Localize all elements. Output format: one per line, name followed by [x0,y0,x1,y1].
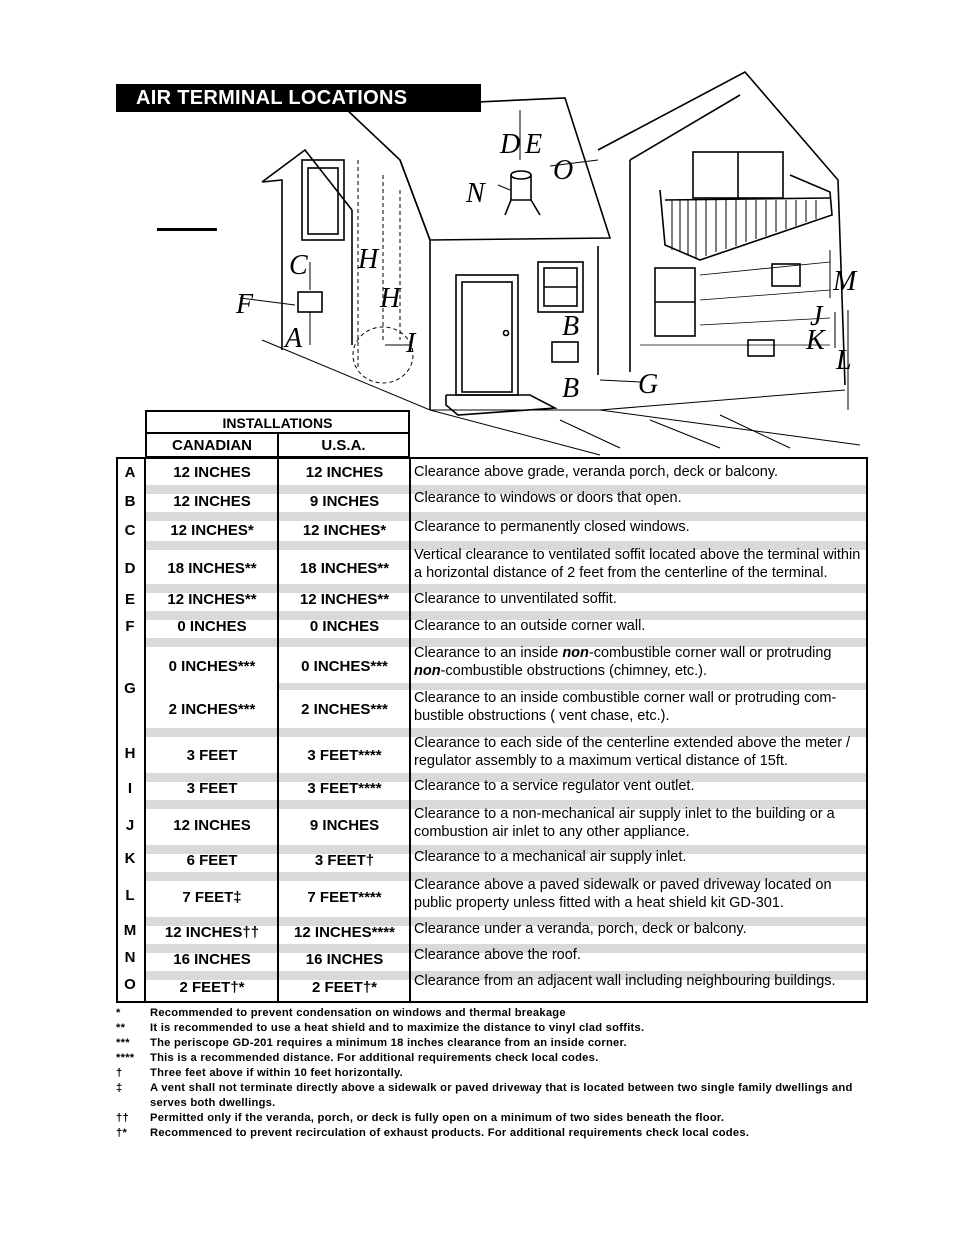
canadian-value: 6 FEET [186,851,238,869]
clearance-description: Clearance to permanently closed windows. [414,518,690,535]
diagram-label: B [562,373,580,404]
canadian-value: 12 INCHES†† [164,923,260,941]
usa-value: 3 FEET**** [307,779,382,797]
clearance-description: Vertical clearance to ventilated soffit located above the terminal within a horizontal distance of 2 feet from the centerline of the terminal. [414,546,861,581]
clearance-table [116,457,868,1003]
row-letter: J [125,816,135,834]
usa-value: 7 FEET**** [307,888,382,906]
diagram-label: H [358,244,379,275]
clearance-description: Clearance under a veranda, porch, deck or balcony. [414,920,747,937]
row-letter: E [124,590,135,608]
row-letter: C [124,521,136,539]
usa-column-header: U.S.A. [277,432,410,458]
footnotes [116,1006,868,1141]
usa-value: 12 INCHES**** [294,923,395,941]
clearance-description: Clearance to unventilated soffit. [414,590,617,607]
row-letter: G [124,679,136,697]
usa-value: 0 INCHES [309,617,380,635]
row-letter: M [123,921,137,939]
diagram-label: O [553,155,574,186]
usa-value: 0 INCHES*** [301,657,388,675]
canadian-value: 0 INCHES [177,617,247,635]
canadian-value: 7 FEET‡ [182,888,242,906]
footnote: * Recommended to prevent condensation on windows and thermal breakage [116,1007,566,1019]
footnote: †† Permitted only if the veranda, porch, or deck is fully open on a minimum of two sides beneath the floor. [116,1112,725,1124]
canadian-value: 12 INCHES [173,816,251,834]
canadian-value: 16 INCHES [173,950,251,968]
footnote: ** It is recommended to use a heat shield and to maximize the distance to vinyl clad soffits. [116,1022,645,1034]
row-letter: F [125,617,135,635]
usa-value: 18 INCHES** [299,559,390,577]
footnote: † Three feet above if within 10 feet horizontally. [116,1067,403,1079]
row-letter: A [124,463,136,481]
canadian-value: 3 FEET [186,746,238,764]
canadian-value: 12 INCHES [173,492,251,510]
usa-value: 12 INCHES* [302,521,387,539]
diagram-label: L [836,345,852,376]
clearance-description: Clearance to an inside combustible corner wall or protruding com-bustible obstructions ( vent chase, etc.). [414,689,837,724]
row-letter: O [124,975,136,993]
diagram-label: G [638,369,659,400]
clearance-description: Clearance above a paved sidewalk or paved driveway located on public property unless fitted with a heat shield kit GD-301. [414,876,832,911]
clearance-description: Clearance above grade, veranda porch, deck or balcony. [414,463,779,480]
clearance-description: Clearance to a service regulator vent outlet. [414,777,695,794]
diagram-label: N [466,178,485,209]
clearance-description: Clearance above the roof. [414,946,581,963]
clearance-description: Clearance to windows or doors that open. [414,489,682,506]
diagram-label: M [833,266,857,297]
footnote: ‡ A vent shall not terminate directly above a sidewalk or paved driveway that is located between two single family dwellings and serves both dwellings. [116,1082,853,1109]
footnote: **** This is a recommended distance. For additional requirements check local codes. [116,1052,599,1064]
usa-value: 2 FEET†* [311,978,378,996]
canadian-value: 12 INCHES* [170,521,254,539]
diagram-label: D [500,129,521,160]
canadian-value: 3 FEET [186,779,238,797]
usa-value: 12 INCHES [305,463,384,481]
row-letter: H [124,744,136,762]
row-letter: N [124,948,136,966]
row-letter: B [124,492,136,510]
installations-header: INSTALLATIONS [145,410,410,434]
usa-value: 12 INCHES** [299,590,390,608]
canadian-value: 2 FEET†* [179,978,245,996]
diagram-label: E [525,129,543,160]
canadian-value: 12 INCHES** [167,590,257,608]
diagram-label: C [289,250,308,281]
canadian-value: 2 INCHES*** [168,700,256,718]
row-letter: I [127,779,133,797]
diagram-label: K [806,325,825,356]
diagram-label: A [285,323,303,354]
canadian-value: 18 INCHES** [167,559,257,577]
clearance-description: Clearance to each side of the centerline extended above the meter / regulator assembly to a maximum vertical distance of 15ft. [414,734,851,769]
clearance-description: Clearance to an outside corner wall. [414,617,646,634]
usa-value: 3 FEET† [314,851,375,869]
diagram-label: F [236,289,254,320]
usa-value: 16 INCHES [305,950,384,968]
row-letter: L [125,886,135,904]
clearance-description: Clearance from an adjacent wall including neighbouring buildings. [414,972,836,989]
decorative-rule [157,228,217,231]
canadian-column-header: CANADIAN [145,432,279,458]
house-diagram [220,60,870,460]
description-text: Clearance to an inside non-combustible corner wall or protruding non-combustible obstructions (chimney, etc.). [414,644,832,679]
clearance-description [414,643,866,681]
page-title: AIR TERMINAL LOCATIONS [116,84,481,112]
usa-value: 2 INCHES*** [301,700,388,718]
footnote: †* Recommenced to prevent recirculation of exhaust products. For additional requirements check local codes. [116,1127,750,1139]
row-letter: K [124,849,136,867]
clearance-description: Clearance to a mechanical air supply inlet. [414,848,687,865]
canadian-value: 12 INCHES [173,463,251,481]
diagram-label: H [380,283,401,314]
row-letter: D [124,559,136,577]
diagram-label: I [406,328,416,359]
usa-value: 3 FEET**** [307,746,382,764]
usa-value: 9 INCHES [309,816,380,834]
footnote: *** The periscope GD-201 requires a minimum 18 inches clearance from an inside corner. [116,1037,627,1049]
diagram-label: B [562,311,580,342]
usa-value: 9 INCHES [309,492,380,510]
clearance-description: Clearance to a non-mechanical air supply inlet to the building or a combustion air inlet to any other appliance. [414,805,835,840]
diagram-label: J [810,301,823,332]
canadian-value: 0 INCHES*** [168,657,256,675]
